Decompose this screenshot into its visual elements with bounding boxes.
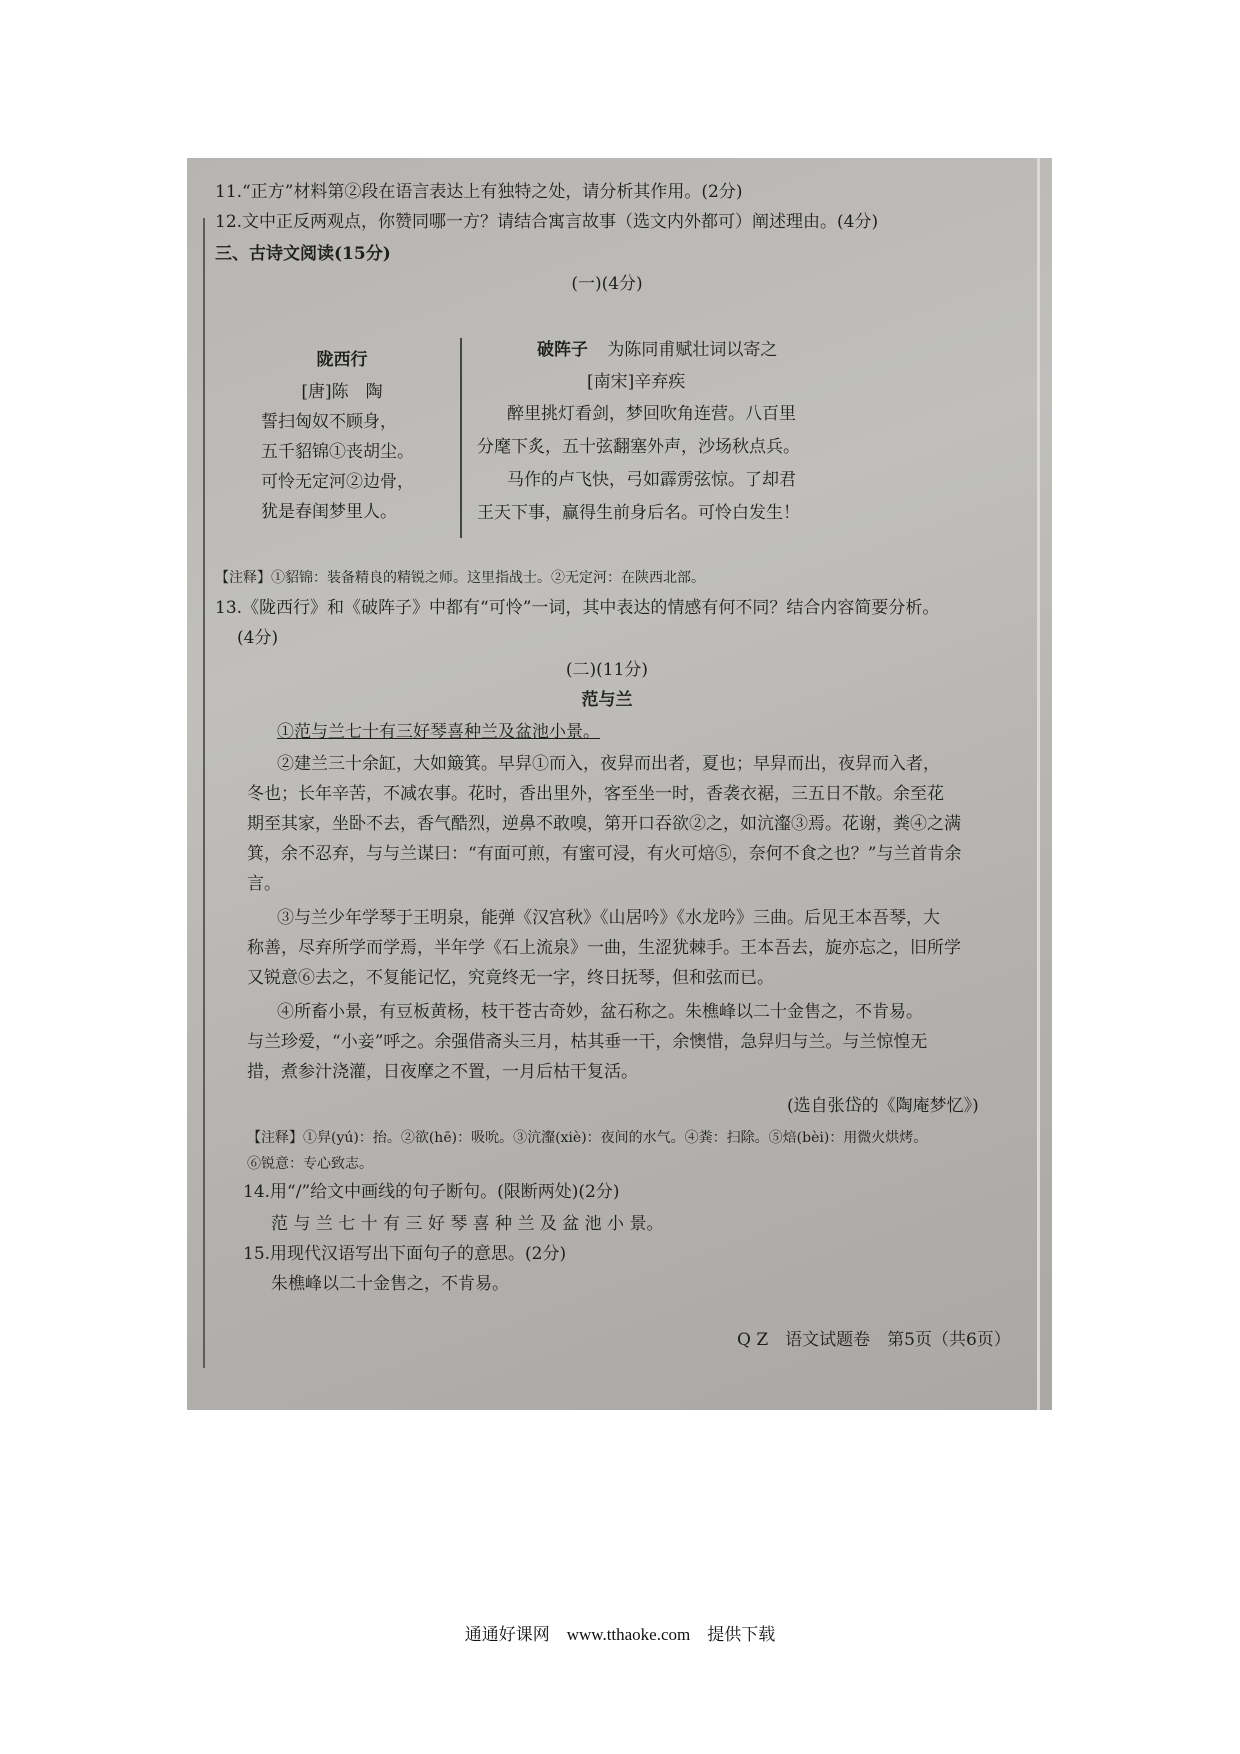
paragraph-4-line: ④所畜小景，有豆板黄杨，枝干苍古奇妙，盆石称之。朱樵峰以二十金售之，不肯易。 xyxy=(277,1002,923,1022)
poem-1-line: 可怜无定河②边骨， xyxy=(261,472,414,492)
passage-title: 范与兰 xyxy=(581,690,633,710)
question-14-sentence: 范 与 兰 七 十 有 三 好 琴 喜 种 兰 及 盆 池 小 景。 xyxy=(271,1214,664,1234)
part-2-title: (二)(11分) xyxy=(565,660,649,680)
paragraph-2-line: 箕，余不忍弃，与与兰谋曰：“有面可煎，有蜜可浸，有火可焙⑤，奈何不食之也？”与兰首肯余 xyxy=(247,844,962,864)
paragraph-3-line: ③与兰少年学琴于王明泉，能弹《汉宫秋》《山居吟》《水龙吟》三曲。后见王本吾琴，大 xyxy=(277,908,940,928)
question-13-points: (4分) xyxy=(237,628,279,648)
paragraph-2-line: ②建兰三十余缸，大如簸箕。早舁①而入，夜舁而出者，夏也；早舁而出，夜舁而入者， xyxy=(277,754,940,774)
paragraph-4-line: 措，煮参汁浇灌，日夜摩之不置，一月后枯干复活。 xyxy=(247,1062,638,1082)
question-11: 11.“正方”材料第②段在语言表达上有独特之处，请分析其作用。(2分) xyxy=(215,182,743,202)
poem-1-title: 陇西行 xyxy=(316,350,368,370)
part-1-title: (一)(4分) xyxy=(571,274,643,294)
poem-longxixing xyxy=(247,348,437,524)
question-15: 15.用现代汉语写出下面句子的意思。(2分) xyxy=(243,1244,567,1264)
site-footer: 通通好课网 www.tthaoke.com 提供下载 xyxy=(464,1625,776,1644)
section-3-title: 三、古诗文阅读(15分) xyxy=(215,244,391,264)
poem-2-author: [南宋]辛弃疾 xyxy=(587,372,686,392)
poem-2-title: 破阵子 xyxy=(537,340,588,360)
poem-2-line: 王天下事，赢得生前身后名。可怜白发生！ xyxy=(477,503,800,523)
passage-source: (选自张岱的《陶庵梦忆》) xyxy=(787,1096,979,1116)
poem-1-author: [唐]陈 陶 xyxy=(301,382,383,402)
paragraph-2-line: 冬也；长年辛苦，不减农事。花时，香出里外，客至坐一时，香袭衣裾，三五日不散。余至花 xyxy=(247,784,944,804)
margin-rule xyxy=(203,218,205,1368)
paragraph-2-line: 言。 xyxy=(247,874,281,894)
question-12: 12.文中正反两观点，你赞同哪一方？请结合寓言故事（选文内外都可）阐述理由。(4分) xyxy=(215,212,879,232)
poem-1-line: 犹是春闺梦里人。 xyxy=(261,502,397,522)
paragraph-1: ①范与兰七十有三好琴喜种兰及盆池小景。 xyxy=(277,722,600,742)
page-footer: Q Z 语文试题卷 第5页（共6页） xyxy=(737,1330,1011,1350)
poem-1-line: 誓扫匈奴不顾身， xyxy=(261,412,397,432)
passage-annotation: 【注释】①舁(yú)：抬。②欲(hē)：吸吮。③沆瀣(xiè)：夜间的水气。④粪：扫除。⑤焙(bèi)：用微火烘烤。 xyxy=(247,1130,928,1146)
poem-divider xyxy=(460,338,462,538)
poem-2-subtitle: 为陈同甫赋壮词以寄之 xyxy=(607,340,778,360)
exam-page-photo xyxy=(187,158,1052,1410)
paragraph-3-line: 称善，尽弃所学而学焉，半年学《石上流泉》一曲，生涩犹棘手。王本吾去，旋亦忘之，旧所学 xyxy=(247,938,961,958)
poem-pozhenzi xyxy=(477,338,1017,525)
paper-edge xyxy=(1037,158,1040,1410)
paragraph-2-line: 期至其家，坐卧不去，香气酷烈，逆鼻不敢嗅，第开口吞欲②之，如沆瀣③焉。花谢，粪④之满 xyxy=(247,814,961,834)
passage-annotation: ⑥锐意：专心致志。 xyxy=(247,1156,373,1172)
poem-1-line: 五千貂锦①丧胡尘。 xyxy=(261,442,414,462)
poem-2-line: 马作的卢飞快，弓如霹雳弦惊。了却君 xyxy=(507,470,796,490)
question-14: 14.用“/”给文中画线的句子断句。(限断两处)(2分) xyxy=(243,1182,620,1202)
poem-2-line: 醉里挑灯看剑，梦回吹角连营。八百里 xyxy=(507,404,796,424)
poem-2-line: 分麾下炙，五十弦翻塞外声，沙场秋点兵。 xyxy=(477,437,800,457)
question-15-sentence: 朱樵峰以二十金售之，不肯易。 xyxy=(271,1274,509,1294)
paragraph-3-line: 又锐意⑥去之，不复能记忆，究竟终无一字，终日抚琴，但和弦而已。 xyxy=(247,968,774,988)
poem-annotation: 【注释】①貂锦：装备精良的精锐之师。这里指战士。②无定河：在陕西北部。 xyxy=(215,570,705,586)
paragraph-4-line: 与兰珍爱，“小妾”呼之。余强借斋头三月，枯其垂一干，余懊惜，急舁归与兰。与兰惊惶无 xyxy=(247,1032,928,1052)
question-13: 13.《陇西行》和《破阵子》中都有“可怜”一词，其中表达的情感有何不同？结合内容简要分析。 xyxy=(215,598,940,618)
